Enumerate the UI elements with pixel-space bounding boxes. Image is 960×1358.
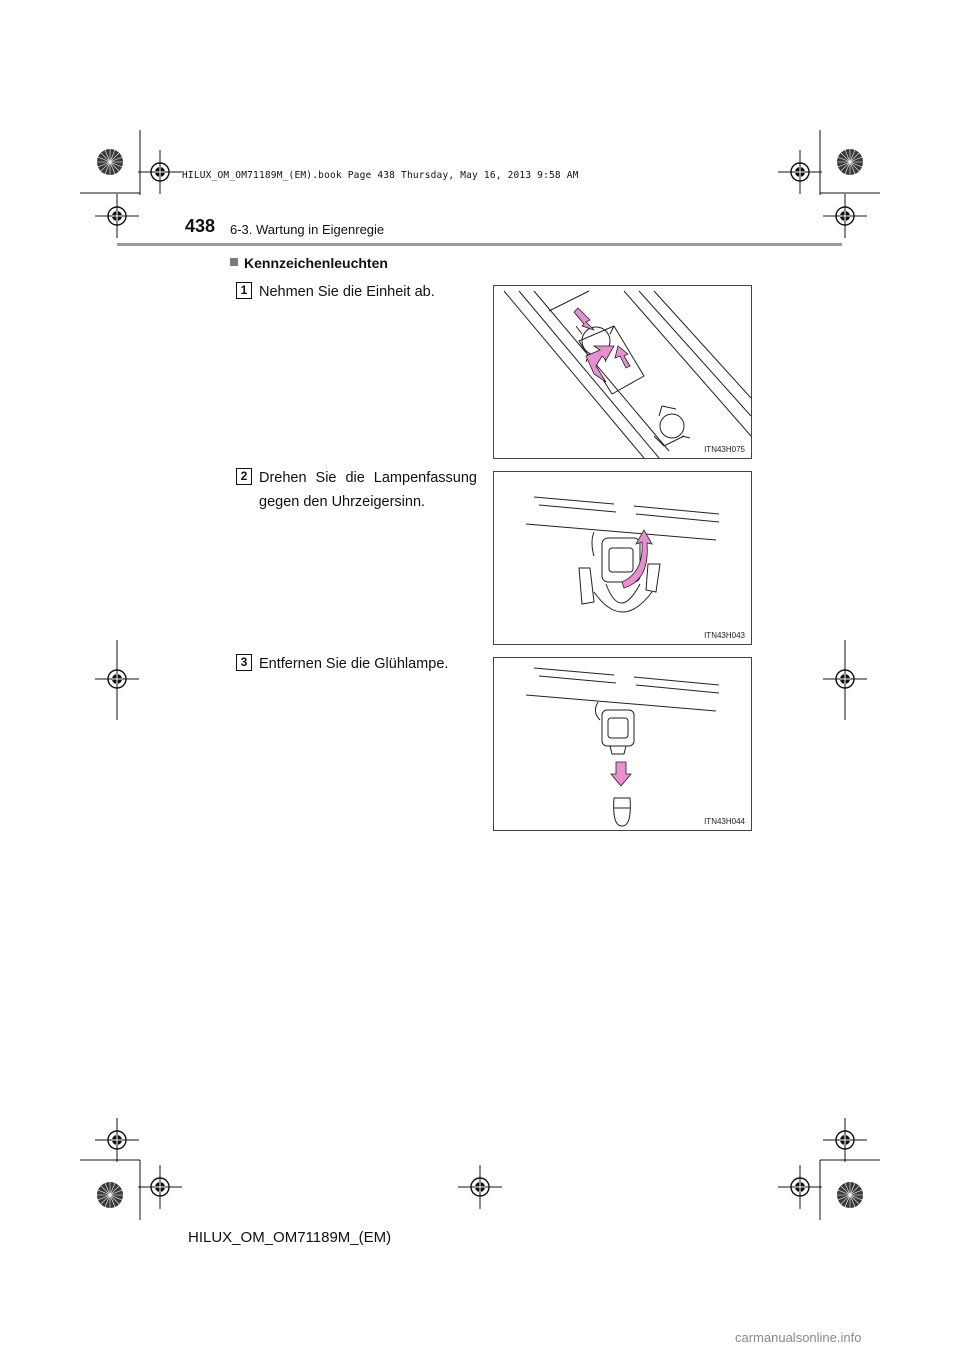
illustration-rotate-socket: [493, 471, 752, 645]
illustration-remove-bulb: [493, 657, 752, 831]
figure-label: ITN43H043: [704, 631, 745, 640]
document-code: HILUX_OM_OM71189M_(EM): [188, 1229, 392, 1246]
book-info: HILUX_OM_OM71189M_(EM).book Page 438 Thursday, May 16, 2013 9:58 AM: [182, 170, 579, 181]
page-number: 438: [185, 216, 216, 236]
crosshair-icon: [778, 150, 822, 194]
registration-mark-icon: [97, 1182, 123, 1208]
step-number: 1: [236, 282, 252, 299]
heading-bullet-icon: [230, 258, 238, 266]
step-text: Nehmen Sie die Einheit ab.: [259, 284, 435, 300]
step-number: 2: [236, 468, 252, 485]
header-rule: [117, 243, 842, 246]
figure-label: ITN43H044: [704, 817, 745, 826]
registration-mark-icon: [97, 149, 123, 175]
crosshair-icon: [823, 1118, 867, 1162]
illustration-remove-unit: [493, 285, 752, 459]
section-heading: Kennzeichenleuchten: [244, 255, 388, 271]
figure-label: ITN43H075: [704, 445, 745, 454]
crosshair-icon: [458, 1165, 502, 1209]
crosshair-icon: [95, 657, 139, 701]
crop-lines: [80, 130, 880, 1220]
section-title: 6-3. Wartung in Eigenregie: [230, 222, 385, 237]
step-number: 3: [236, 654, 252, 671]
crosshair-icon: [823, 657, 867, 701]
crosshair-icon: [138, 1165, 182, 1209]
registration-mark-icon: [837, 149, 863, 175]
crosshair-icon: [95, 194, 139, 238]
crosshair-icon: [95, 1118, 139, 1162]
crosshair-icon: [778, 1165, 822, 1209]
arrow-icon: [611, 762, 631, 786]
watermark: carmanualsonline.info: [735, 1330, 862, 1345]
step-text: Drehen Sie die Lampenfassung gegen den Uhrzeigersinn.: [259, 470, 477, 510]
step-text: Entfernen Sie die Glühlampe.: [259, 656, 449, 672]
crosshair-icon: [823, 194, 867, 238]
registration-mark-icon: [837, 1182, 863, 1208]
crosshair-icon: [138, 150, 182, 194]
